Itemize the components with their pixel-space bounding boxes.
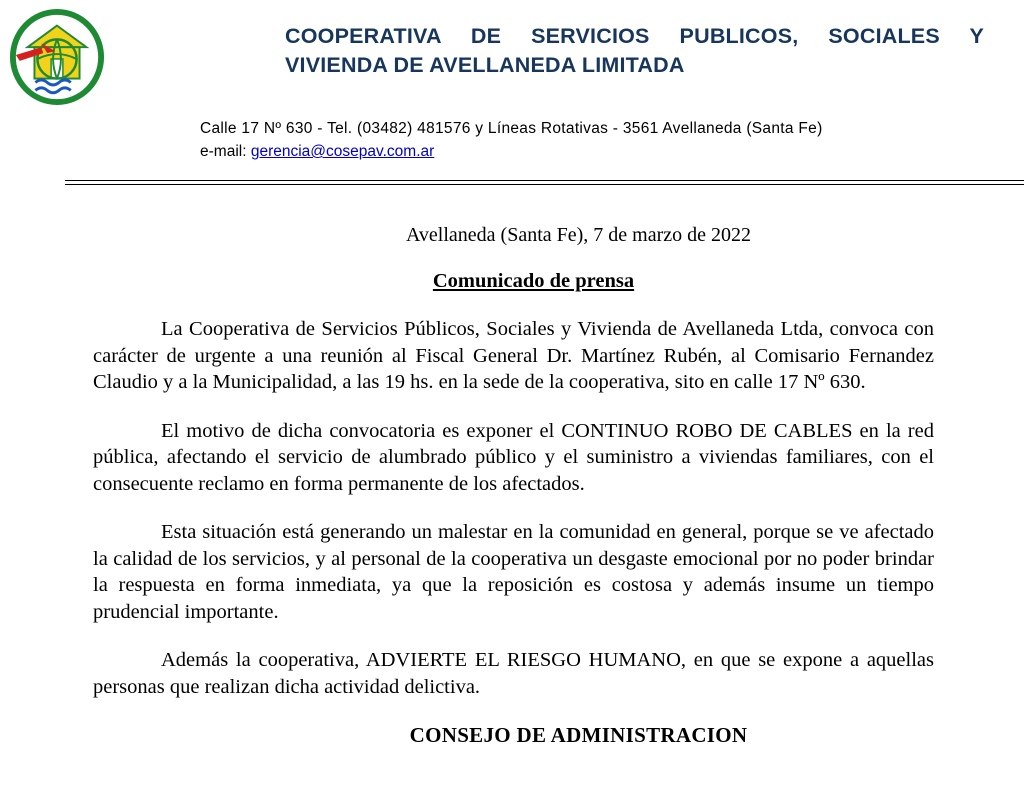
contact-block: [200, 118, 1024, 162]
document-body: [93, 210, 934, 748]
paragraph: Además la cooperativa, ADVIERTE EL RIESGO HUMANO, en que se expone a aquellas personas que realizan dicha actividad delictiva.: [93, 649, 934, 698]
organization-title-line-1: COOPERATIVA DE SERVICIOS PUBLICOS, SOCIALES Y: [285, 24, 984, 48]
paragraph: Esta situación está generando un malestar en la comunidad en general, porque se ve afectado la calidad de los servicios, y al personal de la cooperativa un desgaste emocional por no poder brindar la respuesta en forma inmediata, ya que la reposición es costosa y además insume un tiempo prudencial importante.: [93, 521, 934, 623]
letterhead: [0, 0, 1024, 100]
email-link[interactable]: gerencia@cosepav.com.ar: [250, 143, 435, 160]
email-label: e-mail:: [200, 143, 251, 160]
date-line: Avellaneda (Santa Fe), 7 de marzo de 2022: [405, 224, 752, 246]
header-divider-top: [65, 180, 1024, 181]
organization-title: [285, 22, 984, 80]
contact-address-line: Calle 17 Nº 630 - Tel. (03482) 481576 y Líneas Rotativas - 3561 Avellaneda (Santa Fe): [200, 120, 823, 137]
document-subject: Comunicado de prensa: [432, 270, 635, 292]
cooperative-logo-icon: [8, 8, 106, 106]
organization-title-line-2: VIVIENDA DE AVELLANEDA LIMITADA: [285, 53, 685, 77]
paragraph: La Cooperativa de Servicios Públicos, Sociales y Vivienda de Avellaneda Ltda, convoca con carácter de urgente a una reunión al Fiscal General Dr. Martínez Rubén, al Comisario Fernandez Claudio y a la Municipalidad, a las 19 hs. en la sede de la cooperativa, sito en calle 17 Nº 630.: [93, 318, 934, 393]
contact-email-line: [200, 141, 1024, 162]
signature-line: CONSEJO DE ADMINISTRACION: [409, 723, 748, 747]
paragraph: El motivo de dicha convocatoria es exponer el CONTINUO ROBO DE CABLES en la red pública, afectando el servicio de alumbrado público y el suministro a viviendas familiares, con el consecuente reclamo en forma permanente de los afectados.: [93, 419, 934, 495]
header-divider-bottom: [65, 184, 1024, 185]
